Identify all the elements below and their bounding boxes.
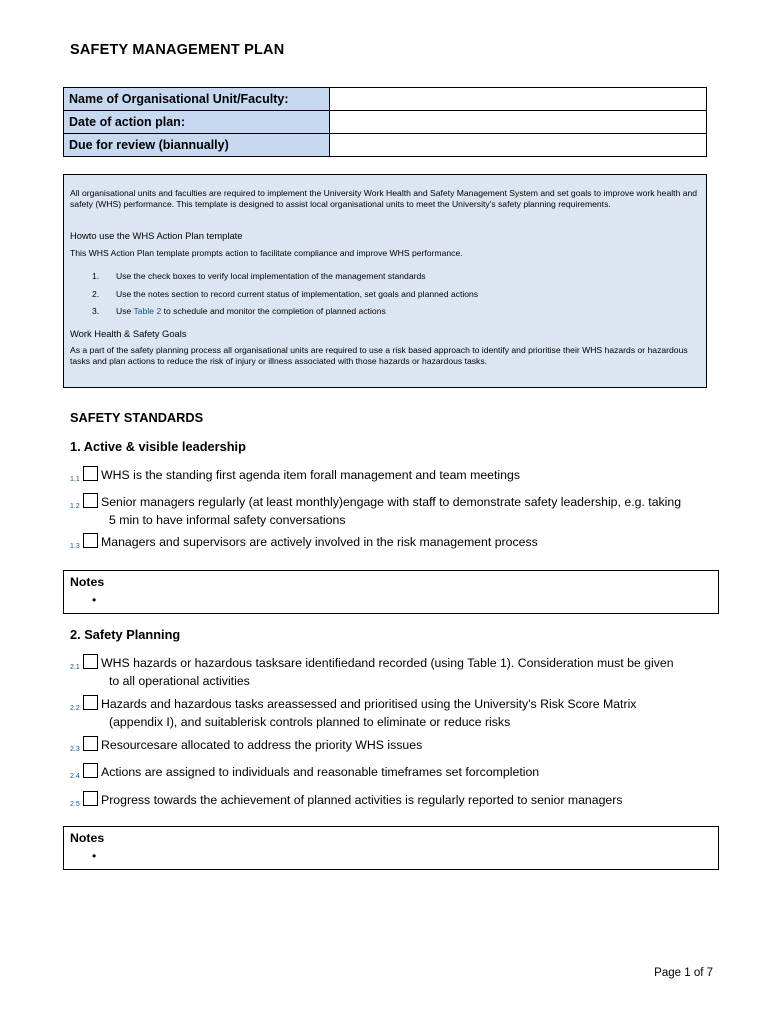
safety-standards-heading: SAFETY STANDARDS — [70, 410, 204, 425]
checkbox[interactable] — [83, 763, 98, 778]
table-row — [64, 88, 707, 111]
step-number: 3. — [92, 306, 100, 316]
item-text: Resourcesare allocated to address the priority WHS issues — [101, 738, 423, 752]
review-due-label: Due for review (biannually) — [64, 134, 330, 157]
item-text-continued: 5 min to have informal safety conversations — [109, 513, 346, 527]
action-plan-date-label: Date of action plan: — [64, 111, 330, 134]
list-item — [70, 306, 700, 317]
checkbox[interactable] — [83, 695, 98, 710]
item-text: Managers and supervisors are actively involved in the risk management process — [101, 535, 538, 549]
page-number: Page 1 of 7 — [654, 967, 713, 979]
standard-item-1-1 — [70, 466, 720, 484]
item-number: 2.4 — [70, 773, 80, 780]
item-number: 2.1 — [70, 664, 80, 671]
unit-info-table — [63, 87, 707, 157]
item-text: Hazards and hazardous tasks areassessed and prioritised using the University's Risk Score Matrix — [101, 697, 637, 711]
howto-heading: Howto use the WHS Action Plan template — [70, 230, 243, 241]
step-text-part: Use the notes section to record current status of implementation, set goals and planned actions — [116, 288, 479, 299]
step-text-part: to schedule and monitor the completion of planned actions — [161, 306, 386, 316]
goals-text: As a part of the safety planning process all organisational units are required to use a risk based approach to identify and prioritise their WHS hazards or hazardous tasks and plan actions to reduce the risk of injury or illness associated with those hazards or hazardous tasks. — [70, 345, 688, 366]
standard-item-2-4 — [70, 763, 720, 781]
item-text-continued: (appendix I), and suitablerisk controls planned to eliminate or reduce risks — [109, 715, 511, 729]
notes-label: Notes — [70, 831, 105, 845]
step-text — [116, 306, 386, 317]
goals-heading: Work Health & Safety Goals — [70, 327, 187, 339]
item-number: 2.3 — [70, 746, 80, 753]
section-1-heading: 1. Active & visible leadership — [70, 439, 246, 454]
item-text: WHS is the standing first agenda item forall management and team meetings — [101, 468, 520, 482]
list-item — [70, 289, 700, 300]
checkbox[interactable] — [83, 493, 98, 508]
item-number: 1.3 — [70, 543, 80, 550]
table-row — [64, 134, 707, 157]
standard-item-1-2 — [70, 493, 720, 529]
item-text: WHS hazards or hazardous tasksare identifiedand recorded (using Table 1). Consideration must be given — [101, 656, 674, 670]
notes-box-1[interactable] — [63, 570, 719, 614]
table-2-link[interactable]: Table 2 — [133, 306, 162, 316]
standard-item-2-2 — [70, 695, 720, 731]
step-number: 1. — [92, 271, 100, 281]
standard-item-1-3 — [70, 533, 720, 551]
step-number: 2. — [92, 288, 100, 299]
item-number: 2.5 — [70, 801, 80, 808]
standard-item-2-5 — [70, 791, 720, 809]
list-item — [70, 271, 700, 282]
checkbox[interactable] — [83, 654, 98, 669]
checkbox[interactable] — [83, 791, 98, 806]
howto-text: This WHS Action Plan template prompts action to facilitate compliance and improve WHS performance. — [70, 247, 463, 258]
notes-label: Notes — [70, 575, 105, 589]
checkbox[interactable] — [83, 533, 98, 548]
standard-item-2-3 — [70, 736, 720, 754]
item-text: Progress towards the achievement of planned activities is regularly reported to senior managers — [101, 793, 623, 807]
checkbox[interactable] — [83, 466, 98, 481]
item-text: Actions are assigned to individuals and reasonable timeframes set forcompletion — [101, 765, 540, 779]
step-text-part: Use — [116, 306, 134, 316]
notes-bullet: • — [92, 593, 97, 607]
step-text — [116, 271, 426, 282]
guidance-intro: All organisational units and faculties are required to implement the University Work Health and Safety Management System and set goals to improve work health and safety (WHS) performance. This template is designed to assist local organisational units to meet the University's safety planning requirements. — [70, 188, 698, 209]
table-row — [64, 111, 707, 134]
section-2-heading: 2. Safety Planning — [70, 627, 181, 642]
page-title: SAFETY MANAGEMENT PLAN — [70, 42, 285, 58]
howto-steps — [70, 271, 700, 317]
notes-bullet: • — [92, 849, 97, 863]
notes-box-2[interactable] — [63, 826, 719, 870]
item-number: 1.1 — [70, 476, 80, 483]
standard-item-2-1 — [70, 654, 720, 690]
item-text: Senior managers regularly (at least monthly)engage with staff to demonstrate safety leadership, e.g. taking — [101, 495, 682, 509]
unit-name-label: Name of Organisational Unit/Faculty: — [64, 88, 330, 111]
item-number: 2.2 — [70, 705, 80, 712]
unit-name-value[interactable] — [330, 88, 707, 111]
guidance-box — [63, 174, 707, 388]
step-text-part: Use the check boxes to verify local implementation of the management standards — [116, 271, 426, 281]
item-number: 1.2 — [70, 503, 80, 510]
checkbox[interactable] — [83, 736, 98, 751]
step-text — [116, 289, 478, 300]
review-due-value[interactable] — [330, 134, 707, 157]
action-plan-date-value[interactable] — [330, 111, 707, 134]
item-text-continued: to all operational activities — [109, 674, 250, 688]
